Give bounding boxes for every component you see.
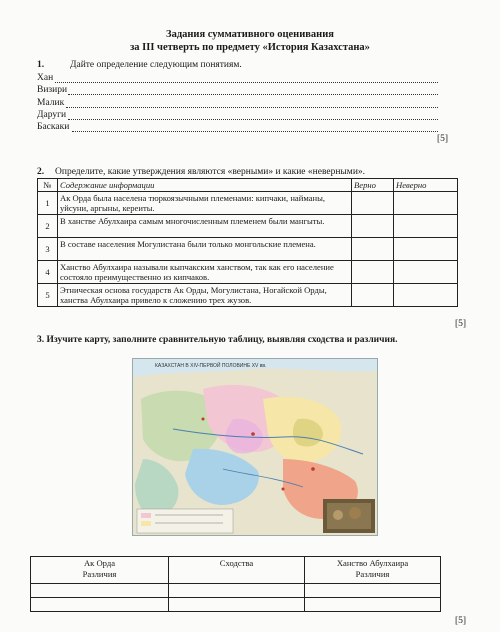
q3-text: 3. Изучите карту, заполните сравнительную таблицу, выявляя сходства и различия. bbox=[37, 335, 398, 345]
true-cell[interactable] bbox=[352, 261, 394, 284]
false-cell[interactable] bbox=[394, 238, 458, 261]
q3-score: [5] bbox=[455, 616, 467, 626]
comparison-row bbox=[31, 584, 441, 598]
row-number: 5 bbox=[38, 284, 58, 307]
header-false: Неверно bbox=[394, 179, 458, 192]
false-cell[interactable] bbox=[394, 261, 458, 284]
table-row bbox=[38, 215, 458, 238]
map-image bbox=[133, 359, 377, 535]
false-cell[interactable] bbox=[394, 215, 458, 238]
answer-cell[interactable] bbox=[305, 598, 441, 612]
true-cell[interactable] bbox=[352, 215, 394, 238]
true-cell[interactable] bbox=[352, 284, 394, 307]
q1-term-2: Визири bbox=[37, 85, 68, 95]
q1-term-4: Даруги bbox=[37, 110, 67, 120]
page-title: Задания суммативного оценивания bbox=[166, 29, 334, 40]
q1-text: Дайте определение следующим понятиям. bbox=[70, 60, 242, 70]
true-false-table bbox=[37, 178, 458, 307]
header-content: Содержание информации bbox=[58, 179, 352, 192]
answer-cell[interactable] bbox=[31, 598, 169, 612]
map-title: КАЗАХСТАН В XIV-ПЕРВОЙ ПОЛОВИНЕ XV вв. bbox=[155, 363, 267, 369]
answer-cell[interactable] bbox=[31, 584, 169, 598]
q1-score: [5] bbox=[437, 134, 449, 144]
row-statement: Ханство Абулхаира называли кыпчакским ханством, так как его население состояло преимущественно из кипчаков. bbox=[58, 261, 352, 284]
header-ak-orda-name: Ак Орда bbox=[83, 558, 116, 568]
row-statement: Ак Орда была населена тюркоязычными племенами: кипчаки, найманы, уйсуни, аргыны, кереиты. bbox=[58, 192, 352, 215]
row-statement: Этническая основа государств Ак Орды, Могулистана, Ногайской Орды, ханства Абулхаира привело к сложению трех жузов. bbox=[58, 284, 352, 307]
header-ak-orda-differences: Различия bbox=[82, 569, 117, 579]
q2-score: [5] bbox=[455, 319, 467, 329]
table-row bbox=[38, 238, 458, 261]
row-number: 1 bbox=[38, 192, 58, 215]
header-true: Верно bbox=[352, 179, 394, 192]
row-number: 3 bbox=[38, 238, 58, 261]
header-abulkhair-differences: Различия bbox=[355, 569, 390, 579]
header-ak-orda bbox=[31, 557, 169, 584]
answer-line-1[interactable] bbox=[55, 82, 438, 83]
q1-term-5: Баскаки bbox=[37, 122, 70, 132]
header-number: № bbox=[38, 179, 58, 192]
answer-cell[interactable] bbox=[305, 584, 441, 598]
comparison-table bbox=[30, 556, 441, 612]
false-cell[interactable] bbox=[394, 284, 458, 307]
row-number: 2 bbox=[38, 215, 58, 238]
row-statement: В ханстве Абулхаира самым многочисленным племенем были мангыты. bbox=[58, 215, 352, 238]
q2-number: 2. bbox=[37, 167, 45, 177]
table-row bbox=[38, 284, 458, 307]
q2-text: Определите, какие утверждения являются «верными» и какие «неверными». bbox=[55, 167, 366, 177]
answer-line-5[interactable] bbox=[72, 131, 438, 132]
historical-map bbox=[132, 358, 378, 536]
q1-term-3: Малик bbox=[37, 98, 65, 108]
table-row bbox=[38, 261, 458, 284]
answer-line-2[interactable] bbox=[68, 94, 438, 95]
true-cell[interactable] bbox=[352, 192, 394, 215]
comparison-row bbox=[31, 598, 441, 612]
answer-line-4[interactable] bbox=[68, 119, 438, 120]
row-number: 4 bbox=[38, 261, 58, 284]
q1-term-1: Хан bbox=[37, 73, 54, 83]
header-abulkhair bbox=[305, 557, 441, 584]
header-abulkhair-name: Ханство Абулхаира bbox=[336, 558, 409, 568]
answer-cell[interactable] bbox=[169, 584, 305, 598]
comparison-header-row bbox=[31, 557, 441, 584]
q1-number: 1. bbox=[37, 60, 45, 70]
table-row bbox=[38, 192, 458, 215]
table-header-row bbox=[38, 179, 458, 192]
false-cell[interactable] bbox=[394, 192, 458, 215]
header-similarities: Сходства bbox=[169, 557, 305, 584]
answer-line-3[interactable] bbox=[66, 107, 438, 108]
page-subtitle: за III четверть по предмету «История Казахстана» bbox=[130, 42, 370, 53]
answer-cell[interactable] bbox=[169, 598, 305, 612]
true-cell[interactable] bbox=[352, 238, 394, 261]
row-statement: В составе населения Могулистана были только монгольские племена. bbox=[58, 238, 352, 261]
